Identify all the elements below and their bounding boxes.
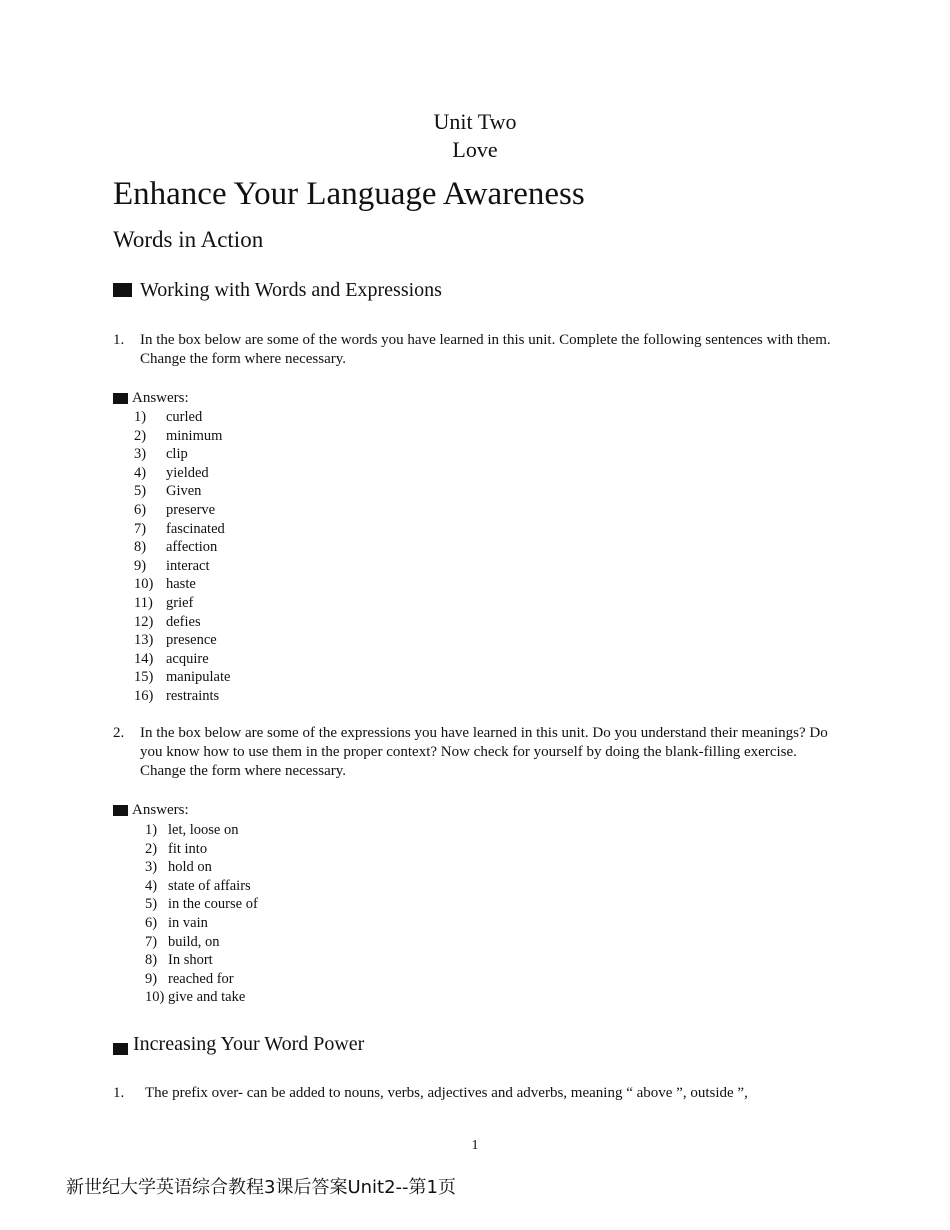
square-bullet-icon	[113, 805, 128, 816]
answer-number: 6)	[134, 502, 147, 518]
unit-topic: Love	[452, 137, 498, 162]
answer-text: preserve	[166, 502, 216, 518]
answer-number: 7)	[145, 933, 158, 950]
question-text: In the box below are some of the expressions you have learned in this unit. Do you understand their meanings? Do you know how to use them in the proper context? Now check for yourself by doing the blank-filling exercise. Change the form where necessary.	[140, 725, 828, 779]
unit-title: Unit Two	[433, 109, 517, 134]
answer-number: 14)	[134, 650, 154, 667]
answer-text: In short	[168, 952, 213, 969]
answers-list-words	[134, 408, 334, 708]
answer-number: 1)	[145, 822, 158, 838]
answer-text: defies	[166, 613, 201, 630]
answer-number: 7)	[134, 520, 147, 537]
answer-text: minimum	[166, 427, 223, 444]
answer-text: yielded	[166, 464, 209, 481]
answer-number: 10)	[145, 989, 165, 1006]
answer-text: presence	[166, 632, 217, 649]
answer-number: 1)	[134, 409, 147, 425]
answer-number: 9)	[134, 557, 147, 574]
answer-text: reached for	[168, 970, 234, 987]
answer-text: in the course of	[168, 896, 258, 913]
answer-text: curled	[166, 409, 203, 425]
question-number: 1.	[113, 1085, 125, 1101]
answers-list-expressions	[145, 821, 345, 1011]
answer-text: state of affairs	[168, 877, 251, 894]
answer-number: 15)	[134, 669, 154, 686]
footer-caption: 新世纪大学英语综合教程3课后答案Unit2--第1页	[66, 1177, 456, 1198]
question-number: 1.	[113, 332, 125, 348]
answer-number: 2)	[134, 427, 147, 444]
answer-text: interact	[166, 557, 210, 574]
answer-number: 9)	[145, 970, 158, 987]
answers-label-2: Answers:	[113, 801, 189, 820]
section-title: Enhance Your Language Awareness	[113, 176, 585, 212]
part2-question-1	[113, 1084, 873, 1103]
question-text: In the box below are some of the words you have learned in this unit. Complete the following sentences with them. Change the form where necessary.	[140, 332, 831, 367]
answer-number: 8)	[145, 952, 158, 969]
part2-heading	[113, 1031, 364, 1057]
answer-number: 6)	[145, 915, 158, 931]
answer-number: 3)	[134, 446, 147, 463]
question-text: The prefix over- can be added to nouns, verbs, adjectives and adverbs, meaning “ above ”, outside ”,	[145, 1085, 748, 1101]
answer-text: Given	[166, 483, 202, 500]
part1-heading-text: Working with Words and Expressions	[140, 279, 442, 301]
answer-text: grief	[166, 595, 194, 611]
question-2	[113, 724, 833, 781]
answer-text: manipulate	[166, 669, 231, 686]
answer-text: in vain	[168, 915, 208, 931]
answer-text: acquire	[166, 650, 209, 667]
answer-number: 5)	[145, 896, 158, 913]
answer-number: 4)	[145, 877, 158, 894]
answers-label-1: Answers:	[113, 389, 189, 408]
answer-text: let, loose on	[168, 822, 239, 838]
answer-number: 11)	[134, 595, 153, 611]
answer-number: 4)	[134, 464, 147, 481]
answer-text: build, on	[168, 933, 220, 950]
answer-number: 2)	[145, 840, 158, 857]
answer-number: 12)	[134, 613, 154, 630]
answer-text: clip	[166, 446, 188, 463]
part1-heading	[113, 277, 442, 303]
answer-text: affection	[166, 539, 218, 556]
answer-number: 3)	[145, 859, 158, 876]
answer-number: 8)	[134, 539, 147, 556]
answer-number: 10)	[134, 576, 154, 593]
answer-text: fascinated	[166, 520, 225, 537]
answer-text: fit into	[168, 840, 208, 857]
square-bullet-icon	[113, 283, 132, 297]
subsection-title: Words in Action	[113, 227, 264, 252]
question-1	[113, 331, 833, 369]
answer-text: hold on	[168, 859, 212, 876]
answer-number: 16)	[134, 688, 154, 704]
answer-text: give and take	[168, 989, 246, 1006]
question-number: 2.	[113, 725, 125, 741]
answer-number: 13)	[134, 632, 154, 649]
square-bullet-icon	[113, 393, 128, 404]
part2-heading-text: Increasing Your Word Power	[133, 1033, 365, 1055]
square-bullet-icon	[113, 1043, 128, 1055]
answer-text: restraints	[166, 688, 220, 704]
answer-text: haste	[166, 576, 196, 593]
answer-number: 5)	[134, 483, 147, 500]
page-number: 1	[471, 1138, 479, 1153]
